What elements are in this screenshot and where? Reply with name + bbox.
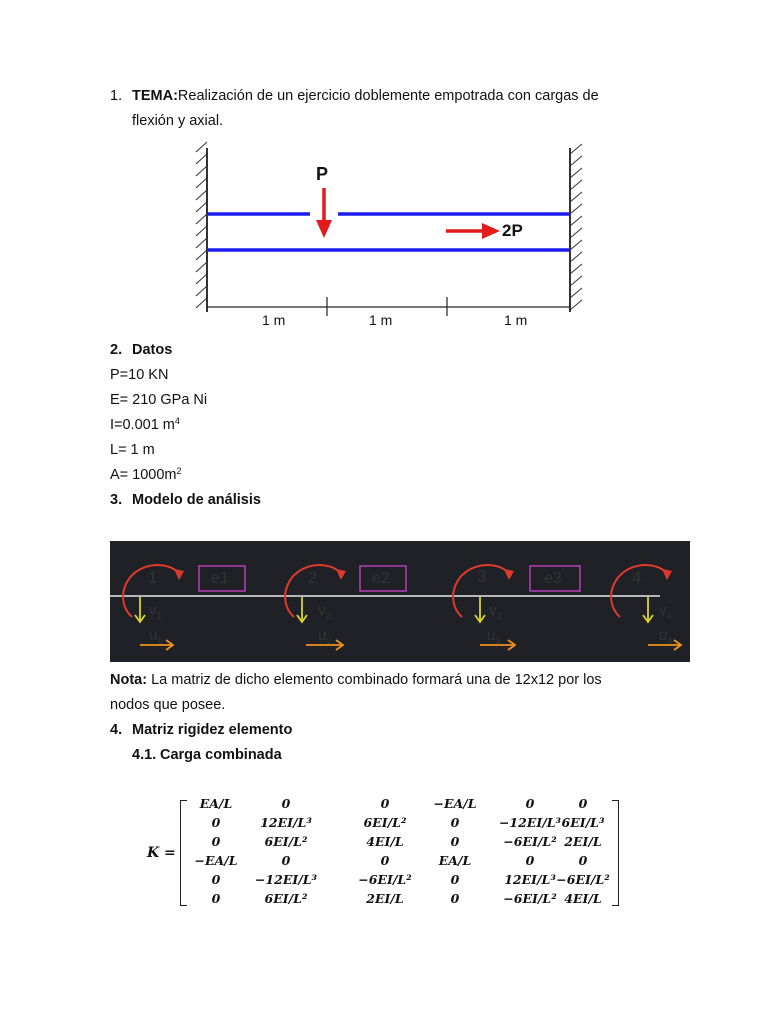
data-i: I=0.001 $m^4$	[110, 416, 180, 433]
section4-heading: Matriz rigidez elemento	[132, 722, 293, 738]
matrix-cell-r2-c2: 12EI/L³	[260, 815, 312, 830]
matrix-cell-r2-c3: 6EI/L²	[363, 815, 407, 830]
rotation-symbol-4: γ	[636, 541, 647, 561]
matrix-cell-r6-c2: 6EI/L²	[264, 891, 308, 906]
matrix-cell-r5-c6: −6EI/L²	[556, 872, 610, 887]
rotation-symbol-2: γ	[306, 541, 317, 561]
u-label-2: $u_2$	[318, 627, 332, 646]
matrix-cell-r4-c5: 0	[525, 853, 535, 868]
data-a: $A= 1000m^2$	[110, 466, 182, 483]
node-2: 2	[308, 568, 318, 587]
matrix-cell-r4-c3: 0	[380, 853, 390, 868]
span1-label: 1 m	[262, 312, 286, 328]
matrix-cell-r1-c5: 0	[525, 796, 535, 811]
node-4: 4	[632, 568, 642, 587]
v-label-3: $v_3$	[489, 602, 502, 621]
span3-label: 1 m	[504, 312, 528, 328]
matrix-cell-r5-c5: 12EI/L³	[504, 872, 556, 887]
element-e1: e1	[211, 570, 229, 587]
load-p-label: P	[316, 164, 329, 184]
matrix-cell-r6-c4: 0	[450, 891, 460, 906]
subsection-heading: Carga combinada	[160, 747, 282, 763]
load-2p-label: 2P	[502, 221, 523, 240]
data-e: E= 210 GPa Ni	[110, 392, 208, 408]
matrix-cell-r4-c6: 0	[578, 853, 588, 868]
matrix-cell-r3-c1: 0	[211, 834, 221, 849]
node-1: 1	[148, 568, 158, 587]
section2-number: 2.	[110, 342, 123, 358]
matrix-cell-r6-c6: 4EI/L	[564, 891, 602, 906]
matrix-cell-r1-c6: 0	[578, 796, 588, 811]
matrix-cell-r2-c1: 0	[211, 815, 221, 830]
rotation-symbol-3: γ	[471, 541, 482, 561]
u-label-1: $u_1$	[149, 627, 163, 646]
section3-number: 3.	[110, 492, 123, 508]
section2-heading: Datos	[132, 342, 173, 358]
matrix-cell-r5-c3: −6EI/L²	[358, 872, 412, 887]
matrix-cell-r5-c1: 0	[211, 872, 221, 887]
matrix-cell-r3-c6: 2EI/L	[564, 834, 602, 849]
matrix-cell-r1-c2: 0	[281, 796, 291, 811]
element-e2: e2	[372, 570, 390, 587]
section3-heading: Modelo de análisis	[132, 492, 261, 508]
matrix-cell-r2-c4: 0	[450, 815, 460, 830]
matrix-right-bracket	[612, 800, 619, 906]
matrix-cell-r6-c1: 0	[211, 891, 221, 906]
matrix-cell-r3-c2: 6EI/L²	[264, 834, 308, 849]
note-text-line2: nodos que posee.	[110, 697, 226, 713]
subsection-number: 4.1.	[132, 747, 157, 763]
section1-text-line2: flexión y axial.	[132, 113, 224, 129]
u-label-3: $u_3$	[487, 627, 501, 646]
note-label: Nota:	[110, 672, 148, 688]
matrix-cell-r3-c5: −6EI/L²	[503, 834, 557, 849]
element-e3: e3	[544, 570, 562, 587]
beam-figure	[190, 140, 590, 340]
matrix-cell-r6-c3: 2EI/L	[366, 891, 404, 906]
matrix-left-bracket	[180, 800, 187, 906]
matrix-cell-r3-c3: 4EI/L	[366, 834, 404, 849]
span2-label: 1 m	[369, 312, 393, 328]
matrix-cell-r2-c5: −12EI/L³	[498, 815, 562, 830]
matrix-cell-r4-c2: 0	[281, 853, 291, 868]
rotation-symbol-1: γ	[143, 545, 154, 565]
v-label-2: $v_2$	[318, 602, 331, 621]
u-label-4: $u_4$	[659, 627, 673, 646]
data-l: L= 1 m	[110, 442, 155, 458]
section1-paragraph	[132, 87, 658, 105]
section1-number: 1.	[110, 88, 123, 104]
node-3: 3	[477, 567, 487, 586]
matrix-cell-r6-c5: −6EI/L²	[503, 891, 557, 906]
section1-text-line1: Realización de un ejercicio doblemente empotrada con cargas de	[177, 88, 599, 104]
matrix-cell-r2-c6: 6EI/L³	[561, 815, 605, 830]
v-label-4: $v_4$	[659, 602, 672, 621]
matrix-label: K =	[147, 845, 176, 861]
section4-number: 4.	[110, 722, 123, 738]
matrix-cell-r1-c3: 0	[380, 796, 390, 811]
data-p: P=10 KN	[110, 367, 169, 383]
matrix-cell-r5-c4: 0	[450, 872, 460, 887]
section1-heading: TEMA:	[132, 88, 178, 104]
analysis-model	[110, 541, 690, 662]
matrix-cell-r5-c2: −12EI/L³	[254, 872, 318, 887]
matrix-cell-r4-c4: EA/L	[438, 853, 472, 868]
matrix-cell-r1-c1: EA/L	[199, 796, 233, 811]
matrix-cell-r1-c4: −EA/L	[433, 796, 477, 811]
matrix-cell-r3-c4: 0	[450, 834, 460, 849]
note-text-line1: La matriz de dicho elemento combinado formará una de 12x12 por los	[147, 672, 602, 688]
matrix-cell-r4-c1: −EA/L	[194, 853, 238, 868]
v-label-1: $v_1$	[149, 602, 162, 621]
note-paragraph	[110, 671, 658, 689]
